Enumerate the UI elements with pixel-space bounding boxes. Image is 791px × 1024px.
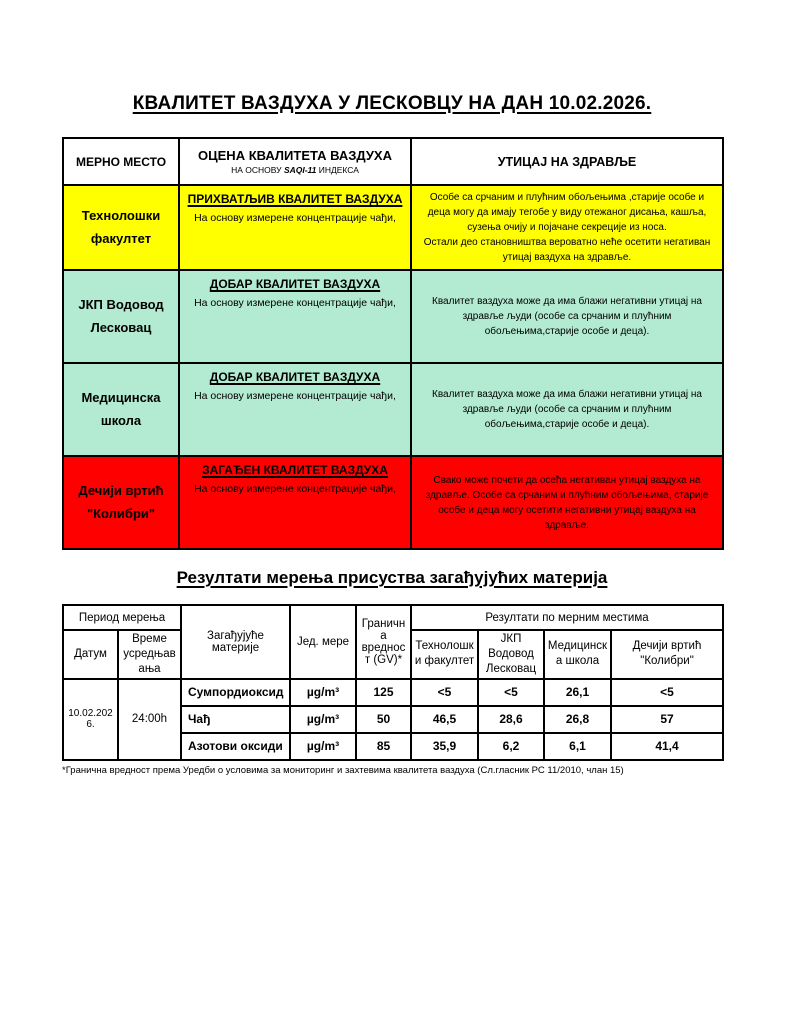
result-value: <5 [611, 679, 723, 706]
quality-table-header-row [63, 138, 723, 185]
limit-value: 125 [356, 679, 411, 706]
assessment-basis: На основу измерене концентрације чађи, [194, 212, 396, 224]
results-table [62, 604, 724, 761]
station-name: Медицинска школа [63, 363, 179, 456]
measurement-date: 10.02.2026. [63, 679, 118, 760]
result-value: 46,5 [411, 706, 478, 733]
assessment-basis: На основу измерене концентрације чађи, [194, 483, 396, 495]
header-site-jkp-vodovod: ЈКП Водовод Лесковац [478, 630, 544, 679]
result-value: 26,8 [544, 706, 611, 733]
assessment-heading: ПРИХВАТЉИВ КВАЛИТЕТ ВАЗДУХА [187, 192, 403, 206]
unit-value: µg/m³ [290, 706, 356, 733]
result-value: <5 [411, 679, 478, 706]
health-impact-text: Квалитет ваздуха може да има блажи негативни утицај на здравље људи (особе са срчаним и плућним обољењима,старије особе и деца). [411, 270, 723, 363]
header-measuring-period: Период мерења [63, 605, 181, 630]
limit-value: 85 [356, 733, 411, 760]
limit-value: 50 [356, 706, 411, 733]
pollutant-name: Сумпордиоксид [181, 679, 290, 706]
header-site-medicinska: Медицинска школа [544, 630, 611, 679]
document-content [62, 0, 722, 776]
result-value: 35,9 [411, 733, 478, 760]
result-value: 26,1 [544, 679, 611, 706]
result-value: 57 [611, 706, 723, 733]
health-impact-text: Квалитет ваздуха може да има блажи негативни утицај на здравље људи (особе са срчаним и плућним обољењима,старије особе и деца). [411, 363, 723, 456]
averaging-time-value: 24:00h [118, 679, 181, 760]
assessment-cell [179, 363, 411, 456]
result-value: <5 [478, 679, 544, 706]
assessment-heading: ДОБАР КВАЛИТЕТ ВАЗДУХА [209, 370, 381, 384]
pollutant-name: Азотови оксиди [181, 733, 290, 760]
station-name: Дечији вртић "Колибри" [63, 456, 179, 549]
header-unit: Јед. мере [290, 605, 356, 679]
footnote: *Гранична вредност према Уредби о условима за мониторинг и захтевима квалитета ваздуха (Сл.гласник РС 11/2010, члан 15) [62, 764, 624, 776]
header-results-by-site: Резултати по мерним местима [411, 605, 723, 630]
assessment-cell [179, 456, 411, 549]
results-section-title: Резултати мерења присуства загађујућих материја [176, 568, 608, 587]
result-value: 6,2 [478, 733, 544, 760]
station-row-decji-vrtic-kolibri [63, 456, 723, 549]
results-header-row-1 [63, 605, 723, 630]
header-health-impact: УТИЦАЈ НА ЗДРАВЉЕ [411, 138, 723, 185]
header-pollutants: Загађујуће материје [181, 605, 290, 679]
assessment-basis-prefix: НА ОСНОВУ [231, 165, 284, 175]
pollutant-row-so2 [63, 679, 723, 706]
unit-value: µg/m³ [290, 679, 356, 706]
page-title: КВАЛИТЕТ ВАЗДУХА У ЛЕСКОВЦУ НА ДАН 10.02.2026. [132, 93, 652, 114]
health-impact-text: Свако може почети да осећа негативан утицај ваздуха на здравље. Особе са срчаним и плућним обољењима, старије особе и деца могу осетити негативни утицај ваздуха на здравље. [411, 456, 723, 549]
station-row-tehnoloski-fakultet [63, 185, 723, 270]
header-assessment-title: ОЦЕНА КВАЛИТЕТА ВАЗДУХА [198, 148, 392, 163]
header-averaging-time: Време усредњавања [118, 630, 181, 679]
saqi-index-label: SAQI-11 [283, 165, 317, 175]
header-date: Датум [63, 630, 118, 679]
health-impact-text: Особе са срчаним и плућним обољењима ,старије особе и деца могу да имају тегобе у виду отежаног дисања, кашља, сузења очију и појачане секреције из носа. Остали део становништва вероватно неће осетити негативан утицај ваздуха на здравље. [411, 185, 723, 270]
station-name: ЈКП Водовод Лесковац [63, 270, 179, 363]
header-site-kolibri: Дечији вртић "Колибри" [611, 630, 723, 679]
assessment-cell [179, 270, 411, 363]
header-site-tehnoloski: Технолошки факултет [411, 630, 478, 679]
pollutant-name: Чађ [181, 706, 290, 733]
assessment-cell [179, 185, 411, 270]
header-measuring-place: МЕРНО МЕСТО [63, 138, 179, 185]
assessment-basis-suffix: ИНДЕКСА [316, 165, 359, 175]
assessment-basis: На основу измерене концентрације чађи, [194, 390, 396, 402]
header-assessment-subtitle [180, 165, 410, 175]
assessment-basis: На основу измерене концентрације чађи, [194, 297, 396, 309]
assessment-heading: ЗАГАЂЕН КВАЛИТЕТ ВАЗДУХА [202, 463, 388, 477]
station-name: Технолошки факултет [63, 185, 179, 270]
air-quality-table [62, 137, 724, 550]
result-value: 28,6 [478, 706, 544, 733]
assessment-heading: ДОБАР КВАЛИТЕТ ВАЗДУХА [209, 277, 381, 291]
header-assessment-cell [179, 138, 411, 185]
result-value: 6,1 [544, 733, 611, 760]
station-row-jkp-vodovod [63, 270, 723, 363]
unit-value: µg/m³ [290, 733, 356, 760]
result-value: 41,4 [611, 733, 723, 760]
station-row-medicinska-skola [63, 363, 723, 456]
header-limit-value: Гранична вредност (GV)* [356, 605, 411, 679]
